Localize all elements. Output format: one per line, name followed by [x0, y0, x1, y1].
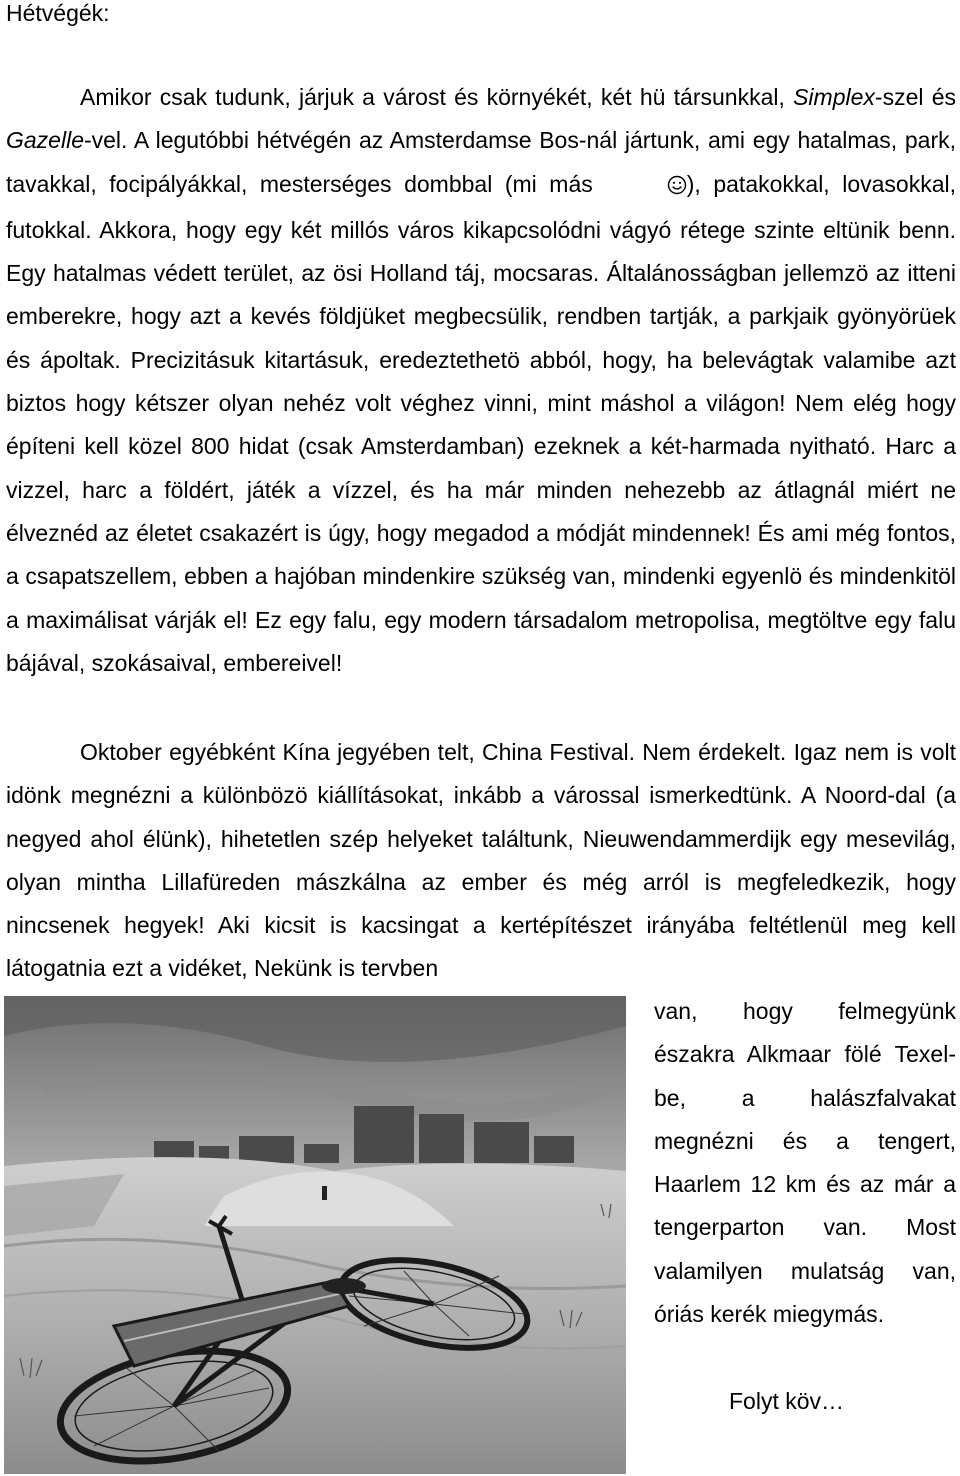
side-column-text: [654, 990, 956, 1336]
side-text: van, hogy felmegyünk északra Alkmaar fölé Texel-be, a halászfalvakat megnézni és a tengert, Haarlem 12 km és az már a tengerparton van. Most valamilyen mulatság van,: [654, 998, 956, 1284]
bicycle-photo: [4, 996, 626, 1474]
p1-gazelle: Gazelle: [6, 127, 84, 154]
paragraph-1: [6, 76, 956, 685]
p1-text-a: Amikor csak tudunk, járjuk a várost és környékét, két hü társunkkal,: [80, 84, 794, 110]
p1-text-c: -vel. A legutóbbi hétvégén az Amsterdamse Bos-nál jártunk, ami egy hatalmas, park, tavakkal, focipályákkal, mesterséges dombbal (mi más: [6, 127, 956, 197]
p1-simplex: Simplex: [793, 84, 875, 110]
p1-text-d: ), patakokkal, lovasokkal, futokkal. Akkora, hogy egy két millós város kikapcsolódni vágyó rétege szinte eltünik benn. Egy hatalmas védett terület, az ösi Holland táj, mocsaras. Általánosságban jellemzö az itteni emberekre, hogy azt a kevés földjüket megbecsülik, rendben tartják, a parkjaik gyönyörüek és ápoltak. Precizitásuk kitartásuk, eredeztethetö abból, hogy, ha belevágtak valamibe azt biztos hogy kétszer olyan nehéz volt véghez vinni, mint máshol a világon! Nem elég hogy építeni kell közel 800 hidat (csak Amsterdamban) ezeknek a két-harmada nyitható. Harc a vizzel, harc a földért, játék a vízzel, és ha már minden nehezebb az átlagnál miért ne élveznéd az életet csakazért is úgy, hogy megadod a módját mindennek! És ami még fontos, a csapatszellem, ebben a hajóban mindenkire szükség van, mindenki egyenlö és mindenkitöl a maximálisat várják el! Ez egy falu, egy modern társadalom metropolisa, megtöltve egy falu bájával, szokásaival, embereivel!: [6, 170, 956, 676]
side-text-last-line: óriás kerék miegymás.: [654, 1301, 885, 1328]
p1-text-b: -szel és: [874, 84, 956, 110]
paragraph-2: Oktober egyébként Kína jegyében telt, China Festival. Nem érdekelt. Igaz nem is volt idönk megnézni a különbözö kiállításokat, inkább a várossal ismerkedtünk. A Noord-dal (a negyed ahol élünk), hihetetlen szép helyeket találtunk, Nieuwendammerdijk egy mesevilág, olyan mintha Lillafüreden mászkálna az ember és még arról is megfeledkezik, hogy nincsenek hegyek! Aki kicsit is kacsingat a kertépítészet irányába feltétlenül meg kell látogatnia ezt a vidéket, Nekünk is tervben: [6, 739, 956, 982]
page-title: Hétvégék:: [6, 0, 110, 26]
continuation-note: Folyt köv…: [729, 1388, 845, 1414]
smiley-icon: [593, 166, 687, 209]
